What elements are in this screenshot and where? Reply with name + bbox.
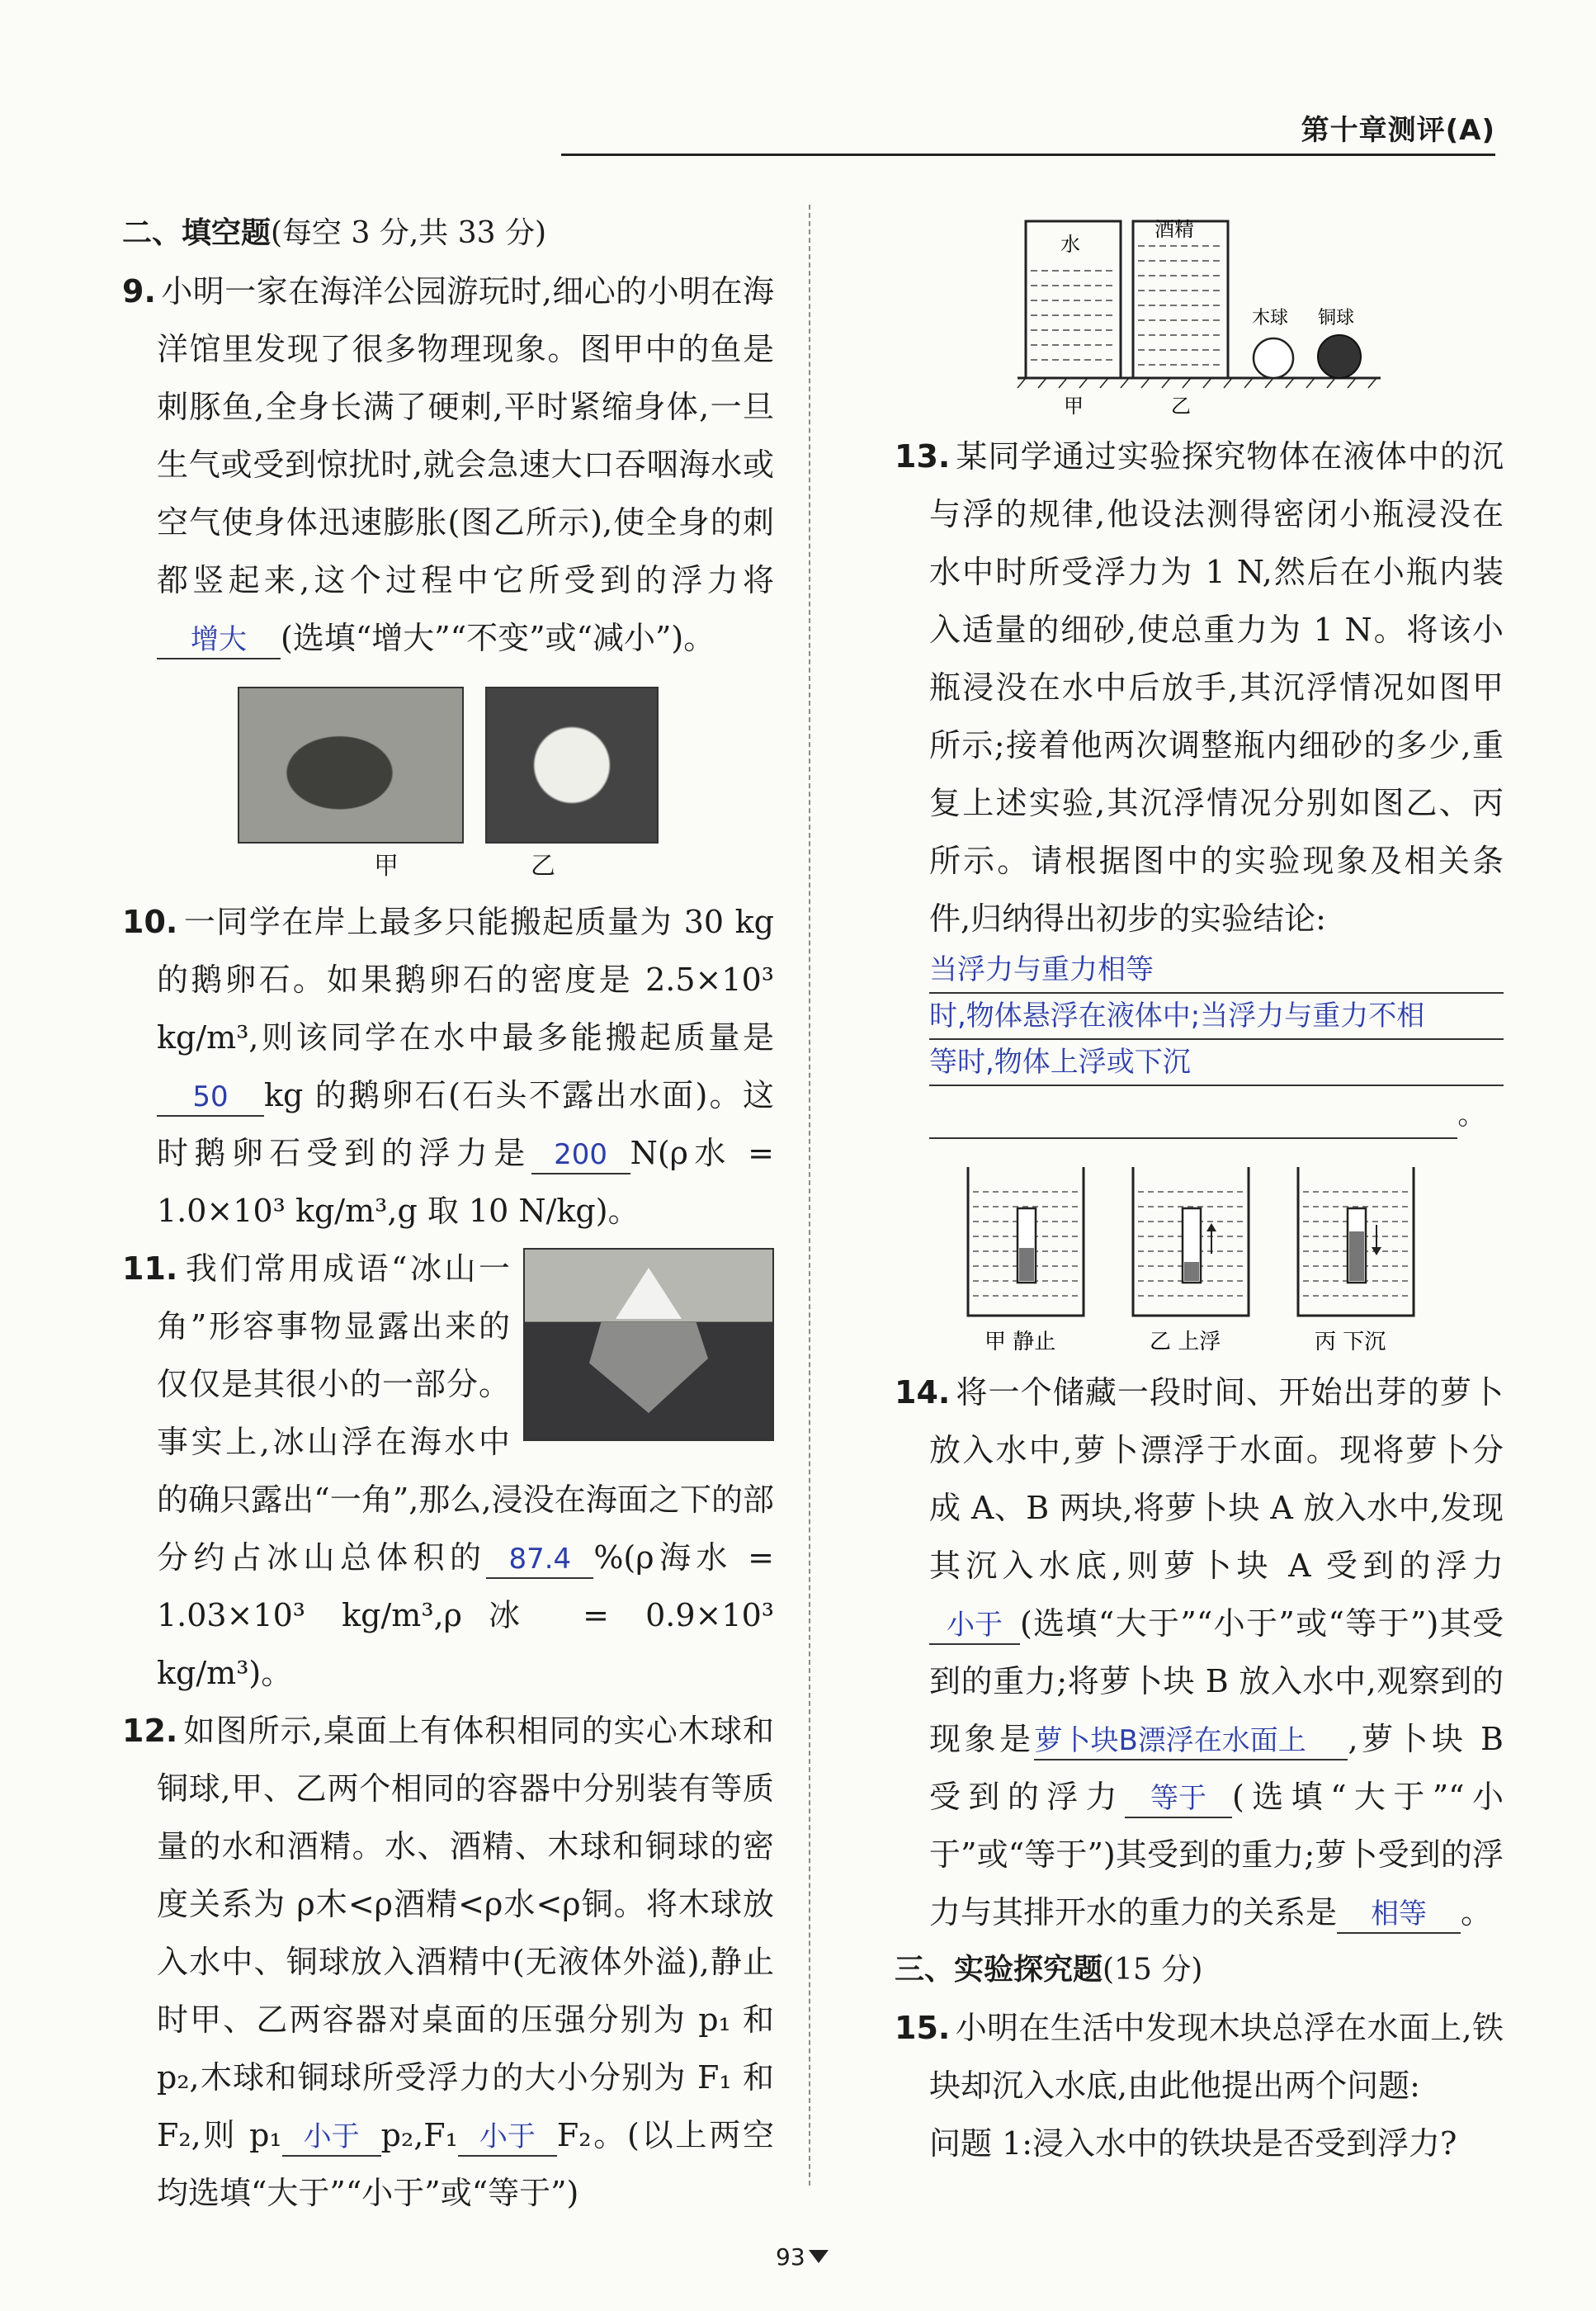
water-level [1031, 271, 1117, 360]
iceberg-photo [523, 1248, 774, 1441]
beaker-sinking [1298, 1167, 1414, 1316]
q14-answer-3[interactable]: 等于 [1125, 1780, 1232, 1818]
q10-answer-1[interactable]: 50 [157, 1079, 264, 1117]
q9-figure-captions: 甲 乙 [374, 852, 555, 881]
page-number: 93 [776, 2243, 805, 2271]
question-14: 14. 将一个储藏一段时间、开始出芽的萝卜放入水中,萝卜漂浮于水面。现将萝卜分成 A、B 两块,将萝卜块 A 放入水中,发现其沉入水底,则萝卜块 A 受到的浮力小于 (选填“大于”“小于”或“等于”)其受到的重力;将萝卜块 B 放入水中,观察到的现象是萝卜块B漂浮在水面上 ,萝卜块 B 受到的浮力 等于 (选填“大于”“小于”或“等于”)其受到的重力;萝卜受到的浮力与其排开水的重力的关系是 相等 。 [895, 1363, 1504, 1941]
q9-figure [122, 687, 774, 844]
label-water: 水 [1060, 233, 1080, 256]
q15-problem-1: 问题 1:浸入水中的铁块是否受到浮力? [929, 2125, 1457, 2162]
label-alcohol: 酒精 [1155, 218, 1194, 241]
label-copper-ball: 铜球 [1318, 308, 1355, 328]
caption-jia: 甲 [1064, 395, 1084, 418]
beaker-static [968, 1167, 1084, 1316]
question-15: 15. 小明在生活中发现木块总浮在水面上,铁块却沉入水底,由此他提出两个问题: [895, 2010, 1504, 2104]
column-divider [809, 205, 810, 2186]
pufferfish-inflated-photo [485, 687, 659, 844]
question-11: 11. 我们常用成语“冰山一角”形容事物显露出来的仅仅是其很小的一部分。事实上,冰山浮在海水中的确只露出“一角”,那么,浸没在海面之下的部分约占冰山总体积的 87.4 %(ρ海水 = 1.03×10³ kg/m³,ρ冰 = 0.9×10³ kg/m³)。 [122, 1240, 774, 1702]
question-13: 13. 某同学通过实验探究物体在液体中的沉与浮的规律,他设法测得密闭小瓶浸没在水中时所受浮力为 1 N,然后在小瓶内装入适量的细砂,使总重力为 1 N。将该小瓶浸没在水中后放手,其沉浮情况如图甲所示;接着他两次调整瓶内细砂的多少,重复上述实验,其沉浮情况分别如图乙、丙所示。请根据图中的实验现象及相关条件,归纳得出初步的实验结论: [895, 438, 1504, 937]
q13-answer[interactable]: 当浮力与重力相等 时,物体悬浮在液体中;当浮力与重力不相 等时,物体上浮或下沉 。 [895, 948, 1504, 1144]
right-column [895, 205, 1504, 2172]
table-hatch [1018, 378, 1376, 388]
q10-answer-2[interactable]: 200 [531, 1137, 630, 1174]
question-10: 10. 一同学在岸上最多只能搬起质量为 30 kg 的鹅卵石。如果鹅卵石的密度是 2.5×10³ kg/m³,则该同学在水中最多能搬起质量是50 kg 的鹅卵石(石头不露出水面)。这时鹅卵石受到的浮力是 200 N(ρ水 = 1.0×10³ kg/m³,g 取 10 N/kg)。 [122, 904, 774, 1229]
header-rule [561, 154, 1495, 156]
q12-answer-1[interactable]: 小于 [282, 2119, 381, 2157]
copper-ball [1318, 335, 1361, 378]
container-yi [1133, 221, 1228, 378]
caption-rising: 乙 上浮 [1150, 1330, 1221, 1354]
section-2-heading: 二、填空题(每空 3 分,共 33 分) [122, 216, 547, 250]
label-wood-ball: 木球 [1252, 308, 1289, 328]
q14-answer-1[interactable]: 小于 [929, 1607, 1020, 1645]
section-3-heading: 三、实验探究题(15 分) [895, 1953, 1203, 1987]
chapter-header-title: 第十章测评(A) [1301, 114, 1495, 147]
alcohol-level [1138, 246, 1224, 365]
q13-figure [951, 1159, 1447, 1357]
q14-answer-2[interactable]: 萝卜块B漂浮在水面上 [1034, 1723, 1348, 1760]
q12-figure [1009, 213, 1389, 419]
question-9: 9. 小明一家在海洋公园游玩时,细心的小明在海洋馆里发现了很多物理现象。图甲中的鱼是刺豚鱼,全身长满了硬刺,平时紧缩身体,一旦生气或受到惊扰时,就会急速大口吞咽海水或空气使身体迅速膨胀(图乙所示),使全身的刺都竖起来,这个过程中它所受到的浮力将增大 (选填“增大”“不变”或“减小”)。 [122, 262, 774, 667]
page-marker-icon [809, 2250, 829, 2263]
q14-answer-4[interactable]: 相等 [1337, 1896, 1461, 1934]
q12-answer-2[interactable]: 小于 [458, 2119, 557, 2157]
beaker-rising [1133, 1167, 1249, 1316]
caption-sinking: 丙 下沉 [1315, 1330, 1386, 1354]
q11-answer[interactable]: 87.4 [486, 1541, 593, 1579]
caption-yi: 乙 [1171, 395, 1191, 418]
pufferfish-relaxed-photo [238, 687, 464, 844]
question-12: 12. 如图所示,桌面上有体积相同的实心木球和铜球,甲、乙两个相同的容器中分别装有等质量的水和酒精。水、酒精、木球和铜球的密度关系为 ρ木<ρ酒精<ρ水<ρ铜。将木球放入水中、铜球放入酒精中(无液体外溢),静止时甲、乙两容器对桌面的压强分别为 p₁ 和 p₂,木球和铜球所受浮力的大小分别为 F₁ 和 F₂,则 p₁ 小于 p₂,F₁ 小于 F₂。(以上两空均选填“大于”“小于”或“等于”) [122, 1713, 774, 2211]
q9-answer[interactable]: 增大 [157, 621, 281, 659]
wood-ball [1254, 338, 1293, 378]
caption-static: 甲 静止 [985, 1330, 1056, 1354]
left-column [122, 205, 774, 2222]
